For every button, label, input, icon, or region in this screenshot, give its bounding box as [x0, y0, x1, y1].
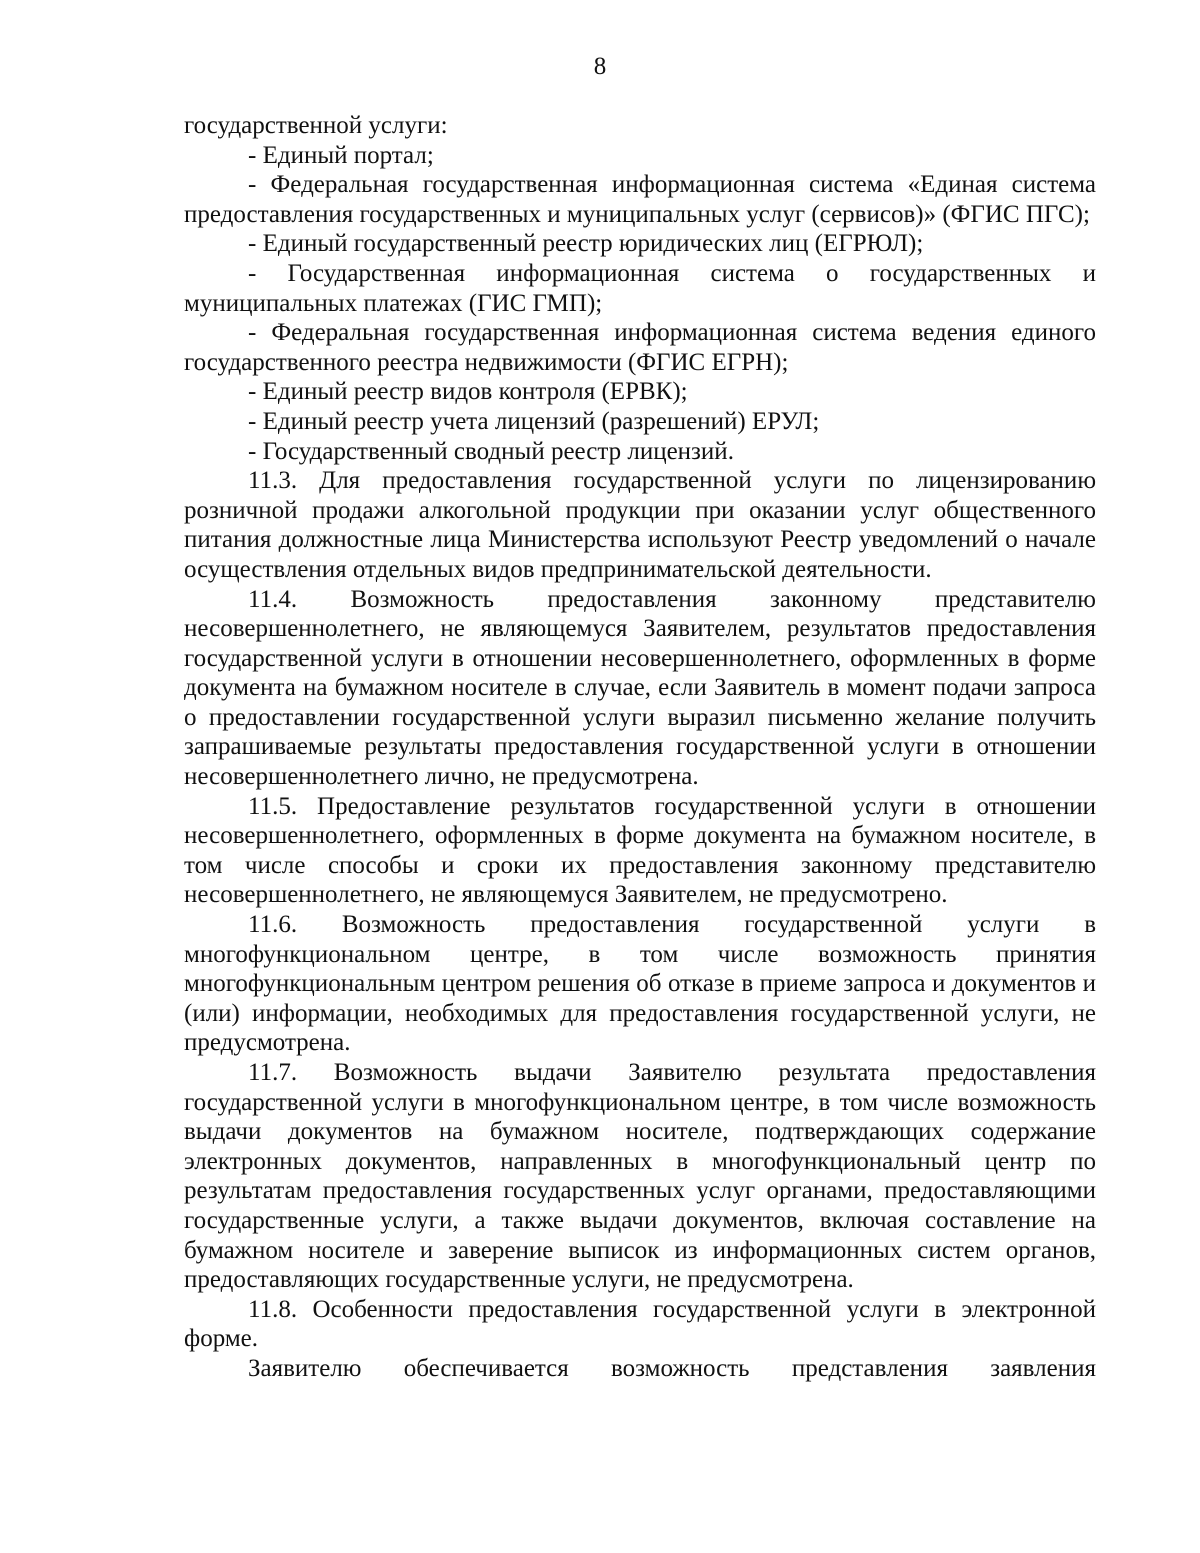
- list-item-single-portal: - Единый портал;: [248, 141, 434, 169]
- clause-11-8: 11.8. Особенности предоставления государственной услуги в электронной форме.: [184, 1295, 1096, 1353]
- list-item-gis-gmp: - Государственная информационная система о государственных и муниципальных платежах (ГИС ГМП);: [184, 259, 1096, 317]
- document-body: [184, 111, 1096, 1384]
- list-item-fgis-pgs: - Федеральная государственная информационная система «Единая система предоставления государственных и муниципальных услуг (сервисов)» (ФГИС ПГС);: [184, 171, 1096, 228]
- clause-11-5: 11.5. Предоставление результатов государственной услуги в отношении несовершеннолетнего, оформленных в форме документа на бумажном носителе, в том числе способы и сроки их предоставления законному представителю несовершеннолетнего, не являющемуся Заявителем, не предусмотрено.: [184, 792, 1096, 909]
- clause-11-7: 11.7. Возможность выдачи Заявителю результата предоставления государственной услуги в многофункциональном центре, в том числе возможность выдачи документов на бумажном носителе, подтверждающих содержание электронных документов, направленных в многофункциональный центр по результатам предоставления государственных услуг органами, предоставляющими государственные услуги, а также выдачи документов, включая составление на бумажном носителе и заверение выписок из информационных систем органов, предоставляющих государственные услуги, не предусмотрена.: [184, 1059, 1096, 1294]
- list-item-license-registry: - Государственный сводный реестр лицензий.: [248, 437, 734, 465]
- clause-11-4: 11.4. Возможность предоставления законному представителю несовершеннолетнего, не являющемуся Заявителем, результатов предоставления государственной услуги в отношении несовершеннолетнего, оформленных в форме документа на бумажном носителе в случае, если Заявитель в момент подачи запроса о предоставлении государственной услуги выразил письменно желание получить запрашиваемые результаты предоставления государственной услуги в отношении несовершеннолетнего лично, не предусмотрена.: [184, 585, 1096, 791]
- list-item-erul: - Единый реестр учета лицензий (разрешений) ЕРУЛ;: [248, 407, 820, 435]
- clause-11-6: 11.6. Возможность предоставления государственной услуги в многофункциональном центре, в том числе возможность принятия многофункциональным центром решения об отказе в приеме запроса и документов и (или) информации, необходимых для предоставления государственной услуги, не предусмотрена.: [184, 911, 1096, 1057]
- page-number: 8: [593, 53, 607, 80]
- clause-11-8-continuation: Заявителю обеспечивается возможность представления заявления: [248, 1354, 1096, 1382]
- clause-11-3: 11.3. Для предоставления государственной услуги по лицензированию розничной продажи алкогольной продукции при оказании услуг общественного питания должностные лица Министерства используют Реестр уведомлений о начале осуществления отдельных видов предпринимательской деятельности.: [184, 467, 1096, 583]
- list-item-fgis-egrn: - Федеральная государственная информационная система ведения единого государственного реестра недвижимости (ФГИС ЕГРН);: [184, 319, 1096, 376]
- list-item-egrul: - Единый государственный реестр юридических лиц (ЕГРЮЛ);: [248, 230, 924, 258]
- paragraph-continuation: государственной услуги:: [184, 112, 448, 139]
- list-item-ervk: - Единый реестр видов контроля (ЕРВК);: [248, 378, 688, 406]
